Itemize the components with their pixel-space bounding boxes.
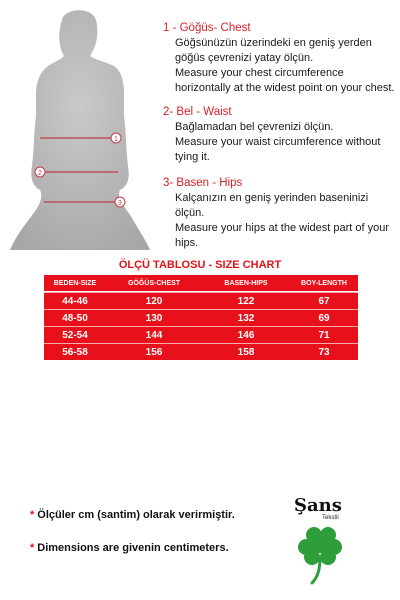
brand-name: Şans [294, 495, 342, 516]
cell-length: 73 [290, 343, 358, 360]
cell-hips: 146 [202, 326, 290, 343]
cell-chest: 130 [106, 309, 202, 326]
cell-size: 56-58 [44, 343, 106, 360]
chest-text-tr: Göğsünüzün üzerindeki en geniş yerden göğüs çevrenizi yatay ölçün. [175, 37, 372, 64]
table-row [44, 309, 358, 326]
size-chart-table [44, 275, 358, 360]
hips-marker-label: 3 [118, 200, 122, 207]
size-chart-title: ÖLÇÜ TABLOSU - SIZE CHART [118, 259, 282, 271]
hips-heading: 3- Basen - Hips [163, 177, 243, 189]
header-length: BOY-LENGTH [290, 275, 358, 292]
hips-text-tr: Kalçanızın en geniş yerinden baseninizi ölçün. [175, 192, 369, 219]
note-text-en: Dimensions are givenin centimeters. [37, 542, 229, 554]
cell-hips: 132 [202, 309, 290, 326]
hips-text-en: Measure your hips at the widest part of your hips. [175, 222, 389, 249]
note-english [30, 542, 229, 554]
table-row [44, 292, 358, 309]
header-hips: BASEN-HIPS [202, 275, 290, 292]
table-row [44, 343, 358, 360]
chest-heading: 1 - Göğüs- Chest [163, 22, 251, 34]
body-silhouette [10, 10, 150, 250]
table-header-row [44, 275, 358, 292]
cell-size: 44-46 [44, 292, 106, 309]
brand-subtitle: Tekstil [322, 515, 339, 521]
cell-length: 69 [290, 309, 358, 326]
header-chest: GÖĞÜS-CHEST [106, 275, 202, 292]
cell-chest: 144 [106, 326, 202, 343]
note-star: * [30, 509, 35, 521]
waist-marker-label: 2 [38, 170, 42, 177]
table-row [44, 326, 358, 343]
waist-text-en: Measure your waist circumference without tying it. [175, 136, 381, 163]
cell-chest: 156 [106, 343, 202, 360]
cell-size: 52-54 [44, 326, 106, 343]
cell-chest: 120 [106, 292, 202, 309]
measurement-figure [0, 0, 160, 250]
cell-hips: 158 [202, 343, 290, 360]
header-size: BEDEN-SIZE [44, 275, 106, 292]
chest-text-en: Measure your chest circumference horizontally at the widest point on your chest. [175, 67, 395, 94]
waist-text-tr: Bağlamadan bel çevrenizi ölçün. [175, 121, 334, 133]
chest-instruction [163, 21, 398, 96]
waist-instruction [163, 105, 398, 165]
waist-heading: 2- Bel - Waist [163, 106, 232, 118]
cell-length: 67 [290, 292, 358, 309]
hips-instruction [163, 176, 398, 251]
note-text-tr: Ölçüler cm (santim) olarak verirmiştir. [37, 509, 235, 521]
note-turkish [30, 509, 235, 521]
cell-length: 71 [290, 326, 358, 343]
cell-size: 48-50 [44, 309, 106, 326]
brand-logo [284, 495, 374, 595]
chest-marker-label: 1 [114, 136, 118, 143]
four-leaf-clover-icon [298, 525, 344, 585]
cell-hips: 122 [202, 292, 290, 309]
note-star: * [30, 542, 35, 554]
